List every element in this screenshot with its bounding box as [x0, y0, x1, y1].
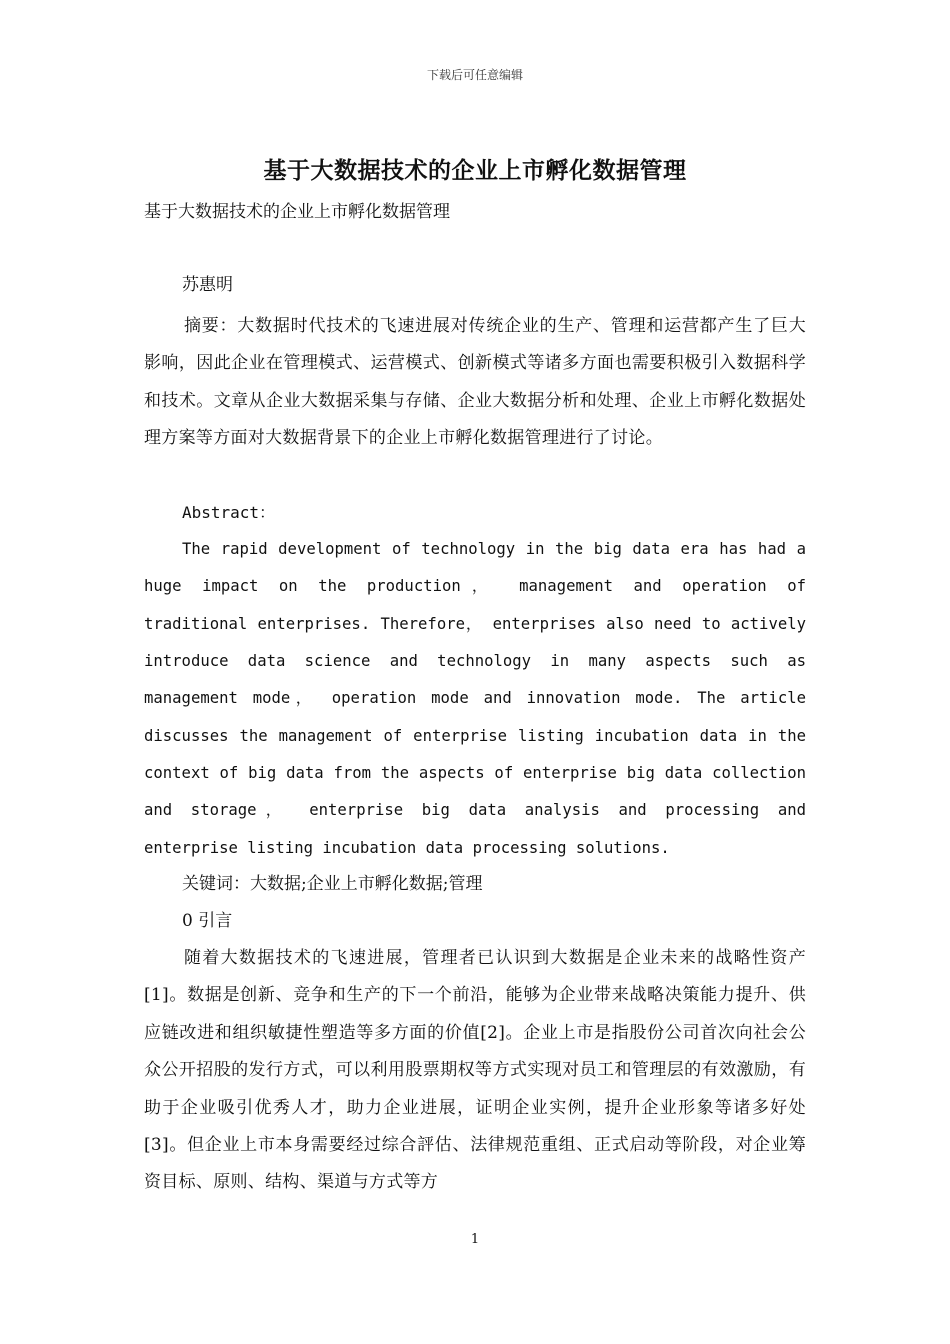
- author-name: 苏惠明: [182, 275, 233, 295]
- section-heading-introduction: 0 引言: [182, 911, 233, 931]
- keywords: 关键词：大数据;企业上市孵化数据;管理: [182, 874, 483, 894]
- abstract-english: The rapid development of technology in the big data era has had a huge impact on the production， management and operation of traditional enterprises. Therefore， enterprises also need to actively introduce data science and technology in many aspects such as management mode， operation mode and innovation mode. The article discusses the management of enterprise listing incubation data in the context of big data from the aspects of enterprise big data collection and storage， enterprise big data analysis and processing and enterprise listing incubation data processing solutions.: [144, 540, 806, 857]
- page-header-note: 下载后可任意编辑: [426, 68, 523, 82]
- abstract-english-label: Abstract：: [182, 503, 276, 522]
- introduction-paragraph: 随着大数据技术的飞速进展，管理者已认识到大数据是企业未来的战略性资产[1]。数据是创新、竞争和生产的下一个前沿，能够为企业带来战略决策能力提升、供应链改进和组织敏捷性塑造等多方面的价值[2]。企业上市是指股份公司首次向社会公众公开招股的发行方式，可以利用股票期权等方式实现对员工和管理层的有效激励，有助于企业吸引优秀人才，助力企业进展，证明企业实例，提升企业形象等诸多好处[3]。但企业上市本身需要经过综合評估、法律规范重组、正式启动等阶段，对企业筹资目标、原则、结构、渠道与方式等方: [144, 948, 806, 1193]
- page-number: 1: [470, 1232, 480, 1247]
- document-title: 基于大数据技术的企业上市孵化数据管理: [263, 157, 687, 184]
- abstract-chinese: 摘要：大数据时代技术的飞速进展对传统企业的生产、管理和运营都产生了巨大影响，因此企业在管理模式、运营模式、创新模式等诸多方面也需要积极引入数据科学和技术。文章从企业大数据采集与存储、企业大数据分析和处理、企业上市孵化数据处理方案等方面对大数据背景下的企业上市孵化数据管理进行了讨论。: [144, 316, 806, 449]
- document-subtitle: 基于大数据技术的企业上市孵化数据管理: [144, 202, 450, 222]
